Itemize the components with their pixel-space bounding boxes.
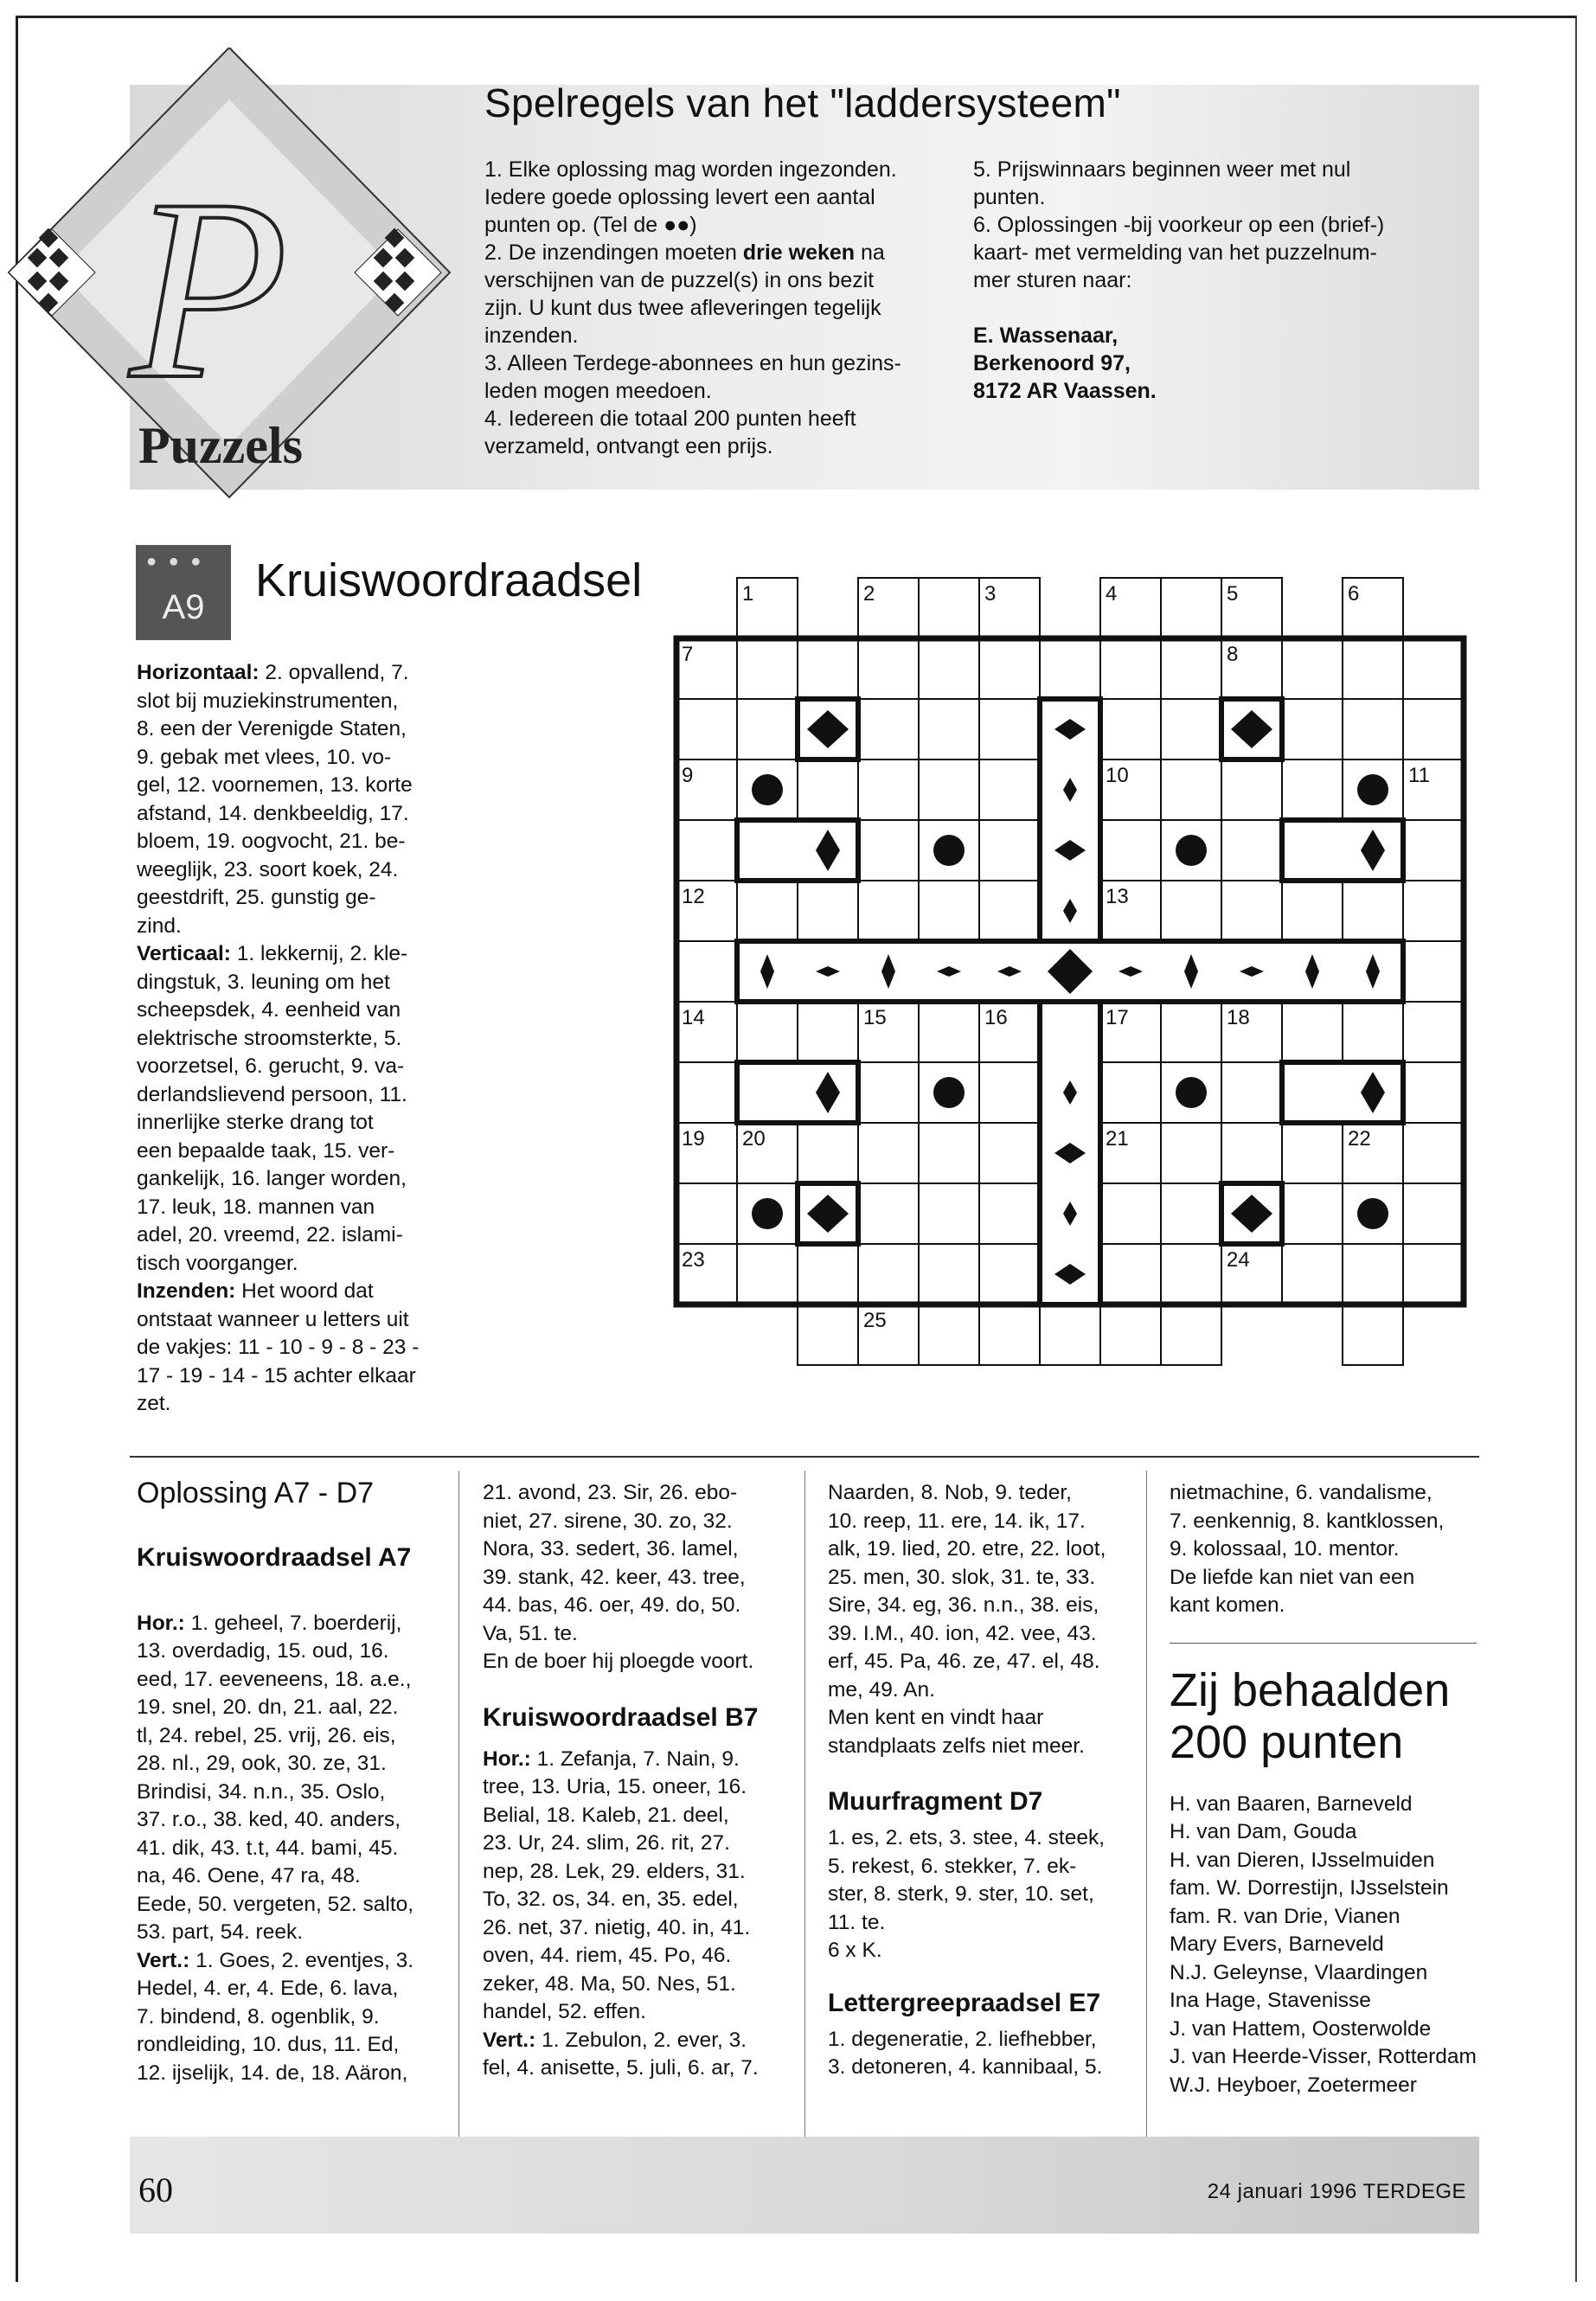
grid-cell[interactable] bbox=[676, 699, 737, 760]
text-line: Inzenden: Het woord dat bbox=[137, 1279, 374, 1303]
dot-icon bbox=[1357, 1198, 1388, 1229]
cell-number: 8 bbox=[1227, 643, 1239, 666]
d7-title: Muurfragment D7 bbox=[828, 1787, 1043, 1816]
text-line: Va, 51. te. bbox=[483, 1621, 578, 1645]
grid-cell[interactable] bbox=[676, 820, 737, 881]
grid-cell[interactable] bbox=[919, 1002, 979, 1062]
grid-cell[interactable] bbox=[1221, 1062, 1282, 1123]
text-line: leden mogen meedoen. bbox=[484, 379, 712, 403]
grid-cell[interactable] bbox=[1221, 820, 1282, 881]
grid-cell[interactable] bbox=[1343, 1244, 1403, 1304]
grid-cell[interactable] bbox=[676, 941, 737, 1002]
cell-number: 13 bbox=[1106, 885, 1129, 908]
text-line: zijn. U kunt dus twee afleveringen tegelijk bbox=[484, 296, 881, 320]
page-number: 60 bbox=[138, 2170, 173, 2209]
logo-word: Puzzels bbox=[138, 417, 303, 474]
issue-date: 24 januari 1996 TERDEGE bbox=[1207, 2180, 1466, 2203]
text-line: 8172 AR Vaassen. bbox=[973, 379, 1157, 403]
text-line: verzameld, ontvangt een prijs. bbox=[484, 434, 773, 458]
grid-cell[interactable] bbox=[798, 760, 858, 820]
text-line: nietmachine, 6. vandalisme, bbox=[1170, 1481, 1433, 1504]
solutions-column-3 bbox=[828, 1479, 1131, 2082]
text-line: tree, 13. Uria, 15. oneer, 16. bbox=[483, 1775, 747, 1798]
text-line: 19. snel, 20. dn, 21. aal, 22. bbox=[137, 1695, 399, 1719]
cell-number: 14 bbox=[682, 1006, 705, 1029]
text-line: Berkenoord 97, bbox=[973, 351, 1131, 375]
grid-cell[interactable] bbox=[1282, 1183, 1343, 1244]
grid-cell[interactable] bbox=[1343, 699, 1403, 760]
text-line: standplaats zelfs niet meer. bbox=[828, 1734, 1085, 1758]
text-line: En de boer hij ploegde voort. bbox=[483, 1650, 754, 1673]
dot-icon bbox=[933, 835, 965, 866]
text-line: 12. ijselijk, 14. de, 18. Aäron, bbox=[137, 2061, 408, 2085]
text-line: 21. avond, 23. Sir, 26. ebo- bbox=[483, 1481, 738, 1504]
text-line: 3. detoneren, 4. kannibaal, 5. bbox=[828, 2055, 1103, 2079]
grid-cell[interactable] bbox=[858, 881, 919, 941]
text-line: na, 46. Oene, 47 ra, 48. bbox=[137, 1864, 361, 1888]
e7-title: Lettergreepraadsel E7 bbox=[828, 1988, 1101, 2017]
grid-cell[interactable] bbox=[1403, 881, 1464, 941]
section-divider bbox=[130, 1456, 1479, 1458]
grid-cell[interactable] bbox=[1161, 881, 1221, 941]
text-line: Nora, 33. sedert, 36. lamel, bbox=[483, 1537, 739, 1561]
winners-title: Zij behaalden 200 punten bbox=[1170, 1663, 1451, 1768]
text-line: punten. bbox=[973, 185, 1046, 209]
dot-icon bbox=[1176, 1077, 1207, 1108]
grid-cell[interactable] bbox=[1403, 941, 1464, 1002]
text-line: 9. gebak met vlees, 10. vo- bbox=[137, 745, 392, 769]
grid-cell[interactable] bbox=[979, 638, 1040, 699]
cell-number: 20 bbox=[742, 1127, 766, 1150]
text-line: handel, 52. effen. bbox=[483, 2000, 646, 2023]
grid-cell[interactable] bbox=[1161, 1304, 1221, 1365]
text-line: niet, 27. sirene, 30. zo, 32. bbox=[483, 1509, 733, 1533]
b7-title: Kruiswoordraadsel B7 bbox=[483, 1702, 759, 1732]
text-line: punten op. (Tel de ●●) bbox=[484, 213, 697, 237]
text-line: 25. men, 30. slok, 31. te, 33. bbox=[828, 1565, 1096, 1589]
grid-cell[interactable] bbox=[1221, 760, 1282, 820]
text-line: dingstuk, 3. leuning om het bbox=[137, 970, 390, 994]
text-line: H. van Dieren, IJsselmuiden bbox=[1170, 1848, 1435, 1872]
cell-number: 15 bbox=[863, 1006, 887, 1029]
grid-cell[interactable] bbox=[1403, 1244, 1464, 1304]
grid-cell[interactable] bbox=[1040, 638, 1100, 699]
column-rule bbox=[804, 1471, 805, 2137]
text-line: 8. een der Verenigde Staten, bbox=[137, 717, 407, 740]
text-line: gel, 12. voornemen, 13. korte bbox=[137, 773, 413, 797]
puzzle-code: A9 bbox=[162, 588, 205, 626]
text-line: Vert.: 1. Goes, 2. eventjes, 3. bbox=[137, 1948, 414, 1972]
grid-cell[interactable] bbox=[1161, 638, 1221, 699]
grid-cell[interactable] bbox=[919, 1304, 979, 1365]
cell-number: 23 bbox=[682, 1248, 705, 1272]
grid-cell[interactable] bbox=[1040, 1304, 1100, 1365]
column-rule bbox=[458, 1471, 459, 2137]
grid-cell[interactable] bbox=[1343, 881, 1403, 941]
grid-cell[interactable] bbox=[858, 699, 919, 760]
grid-cell[interactable] bbox=[1282, 638, 1343, 699]
text-line: Sire, 34. eg, 36. n.n., 38. eis, bbox=[828, 1593, 1099, 1617]
grid-cell[interactable] bbox=[1282, 1244, 1343, 1304]
text-line: verschijnen van de puzzel(s) in ons bezit bbox=[484, 268, 875, 292]
grid-cell[interactable] bbox=[858, 638, 919, 699]
dot-icon bbox=[1357, 774, 1388, 805]
text-line: Belial, 18. Kaleb, 21. deel, bbox=[483, 1803, 729, 1827]
text-line: J. van Heerde-Visser, Rotterdam bbox=[1170, 2045, 1477, 2068]
grid-cell[interactable] bbox=[979, 699, 1040, 760]
text-line: 53. part, 54. reek. bbox=[137, 1920, 304, 1944]
text-line: rondleiding, 10. dus, 11. Ed, bbox=[137, 2033, 400, 2056]
grid-cell[interactable] bbox=[919, 760, 979, 820]
cell-number: 3 bbox=[984, 582, 997, 606]
text-line: kant komen. bbox=[1170, 1593, 1285, 1617]
text-line: scheepsdek, 4. eenheid van bbox=[137, 998, 401, 1022]
text-line: 37. r.o., 38. ked, 40. anders, bbox=[137, 1808, 401, 1831]
text-line: Hor.: 1. geheel, 7. boerderij, bbox=[137, 1611, 402, 1635]
text-line: Verticaal: 1. lekkernij, 2. kle- bbox=[137, 942, 408, 965]
grid-cell[interactable] bbox=[919, 1183, 979, 1244]
grid-cell[interactable] bbox=[858, 1183, 919, 1244]
puzzle-badge bbox=[136, 545, 231, 640]
grid-cell[interactable] bbox=[1161, 760, 1221, 820]
cell-number: 5 bbox=[1227, 582, 1239, 606]
text-line: 41. dik, 43. t.t, 44. bami, 45. bbox=[137, 1836, 399, 1860]
grid-cell[interactable] bbox=[1343, 1002, 1403, 1062]
grid-cell[interactable] bbox=[858, 1062, 919, 1123]
text-line: zet. bbox=[137, 1392, 171, 1415]
grid-cell[interactable] bbox=[1343, 638, 1403, 699]
text-line: me, 49. An. bbox=[828, 1677, 935, 1702]
text-line: Hedel, 4. er, 4. Ede, 6. lava, bbox=[137, 1977, 399, 2000]
text-line: fel, 4. anisette, 5. juli, 6. ar, 7. bbox=[483, 2056, 759, 2080]
text-line: Hor.: 1. Zefanja, 7. Nain, 9. bbox=[483, 1747, 740, 1771]
text-line: derlandslievend persoon, 11. bbox=[137, 1082, 407, 1106]
text-line: gankelijk, 16. langer worden, bbox=[137, 1167, 407, 1190]
text-line: 13. overdadig, 15. oud, 16. bbox=[137, 1639, 389, 1663]
text-line: fam. W. Dorrestijn, IJsselstein bbox=[1170, 1876, 1449, 1900]
puzzle-title: Kruiswoordraadsel bbox=[255, 554, 643, 606]
grid-cell[interactable] bbox=[1282, 760, 1343, 820]
text-line: 17. leuk, 18. mannen van bbox=[137, 1195, 375, 1219]
grid-cell[interactable] bbox=[1403, 1123, 1464, 1183]
text-line: tl, 24. rebel, 25. vrij, 26. eis, bbox=[137, 1723, 396, 1747]
text-line: adel, 20. vreemd, 22. islami- bbox=[137, 1223, 403, 1247]
text-line: 26. net, 37. nietig, 40. in, 41. bbox=[483, 1915, 751, 1939]
grid-cell[interactable] bbox=[798, 881, 858, 941]
cell-number: 17 bbox=[1106, 1006, 1129, 1029]
grid-cell[interactable] bbox=[676, 1062, 737, 1123]
text-line: Brindisi, 34. n.n., 35. Oslo, bbox=[137, 1779, 386, 1804]
rules-left-column bbox=[484, 156, 952, 460]
grid-cell[interactable] bbox=[919, 699, 979, 760]
text-line: inzenden. bbox=[484, 324, 579, 348]
text-line: oven, 44. riem, 45. Po, 46. bbox=[483, 1944, 732, 1967]
grid-cell[interactable] bbox=[1100, 1244, 1161, 1304]
cell-number: 11 bbox=[1408, 764, 1430, 787]
grid-cell[interactable] bbox=[979, 1123, 1040, 1183]
text-line: 39. I.M., 40. ion, 42. vee, 43. bbox=[828, 1621, 1097, 1645]
text-line: 44. bas, 46. oer, 49. do, 50. bbox=[483, 1593, 741, 1617]
dot-icon bbox=[752, 1198, 783, 1229]
text-line: 7. eenkennig, 8. kantklossen, bbox=[1170, 1509, 1445, 1533]
text-line: zeker, 48. Ma, 50. Nes, 51. bbox=[483, 1971, 736, 1996]
cell-number: 9 bbox=[682, 764, 694, 787]
text-line: mer sturen naar: bbox=[973, 268, 1132, 292]
text-line: E. Wassenaar, bbox=[973, 324, 1118, 348]
text-line: kaart- met vermelding van het puzzelnum- bbox=[973, 240, 1377, 265]
difficulty-dots: ● ● ● bbox=[146, 552, 205, 571]
grid-cell[interactable] bbox=[1403, 638, 1464, 699]
cell-number: 21 bbox=[1106, 1127, 1129, 1150]
text-line: Men kent en vindt haar bbox=[828, 1706, 1044, 1729]
grid-cell[interactable] bbox=[1221, 1123, 1282, 1183]
grid-cell[interactable] bbox=[979, 1244, 1040, 1304]
grid-cell[interactable] bbox=[1403, 699, 1464, 760]
text-line: H. van Dam, Gouda bbox=[1170, 1820, 1357, 1843]
text-line: Ina Hage, Stavenisse bbox=[1170, 1989, 1371, 2012]
text-line: 1. Elke oplossing mag worden ingezonden. bbox=[484, 157, 897, 182]
rules-right-column bbox=[973, 156, 1458, 405]
grid-cell[interactable] bbox=[1100, 1062, 1161, 1123]
cell-number: 1 bbox=[742, 582, 754, 606]
dot-icon bbox=[752, 774, 783, 805]
text-line: 1. es, 2. ets, 3. stee, 4. steek, bbox=[828, 1826, 1106, 1849]
text-line: voorzetsel, 6. gerucht, 9. va- bbox=[137, 1054, 405, 1078]
text-line: fam. R. van Drie, Vianen bbox=[1170, 1904, 1401, 1928]
cell-number: 10 bbox=[1106, 764, 1129, 787]
solutions-heading: Oplossing A7 - D7 bbox=[137, 1477, 375, 1509]
text-line: H. van Baaren, Barneveld bbox=[1170, 1791, 1413, 1816]
grid-cell[interactable] bbox=[798, 1123, 858, 1183]
text-line: bloem, 19. oogvocht, 21. be- bbox=[137, 830, 406, 853]
cell-number: 6 bbox=[1348, 582, 1360, 606]
text-line: Iedere goede oplossing levert een aantal bbox=[484, 185, 875, 209]
text-line: Naarden, 8. Nob, 9. teder, bbox=[828, 1481, 1072, 1504]
grid-cell[interactable] bbox=[1282, 699, 1343, 760]
grid-cell[interactable] bbox=[1100, 1183, 1161, 1244]
text-line: 5. Prijswinnaars beginnen weer met nul bbox=[973, 157, 1351, 182]
column-rule bbox=[1146, 1471, 1147, 2137]
text-line: 3. Alleen Terdege-abonnees en hun gezins- bbox=[484, 351, 901, 375]
text-line: 17 - 19 - 14 - 15 achter elkaar bbox=[137, 1363, 416, 1388]
text-line: ster, 8. sterk, 9. ster, 10. set, bbox=[828, 1882, 1094, 1906]
text-line: 5. rekest, 6. stekker, 7. ek- bbox=[828, 1854, 1077, 1878]
grid-cell[interactable] bbox=[919, 881, 979, 941]
text-line: 9. kolossaal, 10. mentor. bbox=[1170, 1537, 1400, 1561]
text-line: afstand, 14. denkbeeldig, 17. bbox=[137, 801, 409, 825]
text-line: 6 x K. bbox=[828, 1939, 882, 1962]
text-line: een bepaalde taak, 15. ver- bbox=[137, 1138, 395, 1163]
text-line: alk, 19. lied, 20. etre, 22. loot, bbox=[828, 1537, 1106, 1561]
solutions-column-4 bbox=[1170, 1479, 1490, 2099]
text-line: innerlijke sterke drang tot bbox=[137, 1111, 374, 1134]
grid-cell[interactable] bbox=[1161, 1244, 1221, 1304]
grid-cell[interactable] bbox=[858, 820, 919, 881]
cell-number: 7 bbox=[682, 643, 694, 666]
grid-cell[interactable] bbox=[1221, 881, 1282, 941]
grid-cell[interactable] bbox=[737, 699, 798, 760]
text-line: 39. stank, 42. keer, 43. tree, bbox=[483, 1565, 746, 1589]
grid-cell[interactable] bbox=[1282, 1002, 1343, 1062]
grid-cell[interactable] bbox=[1161, 1123, 1221, 1183]
text-line: tisch voorganger. bbox=[137, 1251, 298, 1275]
grid-cell[interactable] bbox=[1403, 1002, 1464, 1062]
grid-cell[interactable] bbox=[1343, 1304, 1403, 1365]
cell-number: 12 bbox=[682, 885, 705, 908]
text-line: Vert.: 1. Zebulon, 2. ever, 3. bbox=[483, 2028, 747, 2052]
grid-cell[interactable] bbox=[919, 1244, 979, 1304]
rules-title: Spelregels van het "laddersysteem" bbox=[484, 80, 1121, 125]
grid-cell[interactable] bbox=[1403, 1062, 1464, 1123]
text-line: weeglijk, 23. soort koek, 24. bbox=[137, 857, 399, 881]
text-line: 11. te. bbox=[828, 1910, 886, 1934]
dot-icon bbox=[1176, 835, 1207, 866]
cell-number: 16 bbox=[984, 1006, 1008, 1029]
solutions-column-1 bbox=[137, 1479, 457, 2087]
grid-cell[interactable] bbox=[737, 638, 798, 699]
grid-cell[interactable] bbox=[919, 578, 979, 638]
grid-cell[interactable] bbox=[858, 760, 919, 820]
cell-number: 2 bbox=[863, 582, 875, 606]
text-line: 10. reep, 11. ere, 14. ik, 17. bbox=[828, 1509, 1086, 1533]
cell-number: 24 bbox=[1227, 1248, 1250, 1272]
cell-number: 25 bbox=[863, 1309, 887, 1332]
grid-cell[interactable] bbox=[1403, 820, 1464, 881]
grid-cell[interactable] bbox=[1100, 638, 1161, 699]
solutions-column-2 bbox=[483, 1479, 794, 2083]
text-line: ontstaat wanneer u letters uit bbox=[137, 1307, 409, 1331]
cell-number: 19 bbox=[682, 1127, 705, 1150]
grid-cell[interactable] bbox=[1403, 1183, 1464, 1244]
grid-cell[interactable] bbox=[979, 1183, 1040, 1244]
grid-cell[interactable] bbox=[798, 1304, 858, 1365]
text-line: N.J. Geleynse, Vlaardingen bbox=[1170, 1960, 1428, 1984]
grid-cell[interactable] bbox=[1282, 1123, 1343, 1183]
grid-cell[interactable] bbox=[737, 1244, 798, 1304]
text-line: 4. Iedereen die totaal 200 punten heeft bbox=[484, 407, 856, 431]
text-line: W.J. Heyboer, Zoetermeer bbox=[1170, 2073, 1417, 2097]
text-line: J. van Hattem, Oosterwolde bbox=[1170, 2016, 1432, 2041]
grid-cell[interactable] bbox=[858, 1123, 919, 1183]
grid-cell[interactable] bbox=[979, 1304, 1040, 1365]
text-line: De liefde kan niet van een bbox=[1170, 1565, 1415, 1589]
text-line: zind. bbox=[137, 913, 182, 938]
grid-cell[interactable] bbox=[979, 881, 1040, 941]
grid-cell[interactable] bbox=[1100, 1304, 1161, 1365]
text-line: 6. Oplossingen -bij voorkeur op een (brief-) bbox=[973, 213, 1385, 237]
grid-cell[interactable] bbox=[798, 1002, 858, 1062]
grid-cell[interactable] bbox=[919, 638, 979, 699]
text-line: Horizontaal: 2. opvallend, 7. bbox=[137, 661, 409, 684]
text-line: elektrische stroomsterkte, 5. bbox=[137, 1026, 402, 1050]
grid-cell[interactable] bbox=[676, 1183, 737, 1244]
logo-letter: P bbox=[130, 145, 289, 433]
grid-cell[interactable] bbox=[858, 1244, 919, 1304]
a7-title: Kruiswoordraadsel A7 bbox=[137, 1542, 412, 1572]
crossword-grid bbox=[666, 569, 1531, 1382]
text-line: geestdrift, 25. gunstig ge- bbox=[137, 886, 376, 909]
cell-number: 22 bbox=[1348, 1127, 1371, 1150]
grid-cell[interactable] bbox=[737, 1002, 798, 1062]
grid-cell[interactable] bbox=[1161, 1183, 1221, 1244]
cell-number: 4 bbox=[1106, 582, 1118, 606]
grid-cell[interactable] bbox=[979, 760, 1040, 820]
text-line: nep, 28. Lek, 29. elders, 31. bbox=[483, 1859, 746, 1883]
text-line: To, 32. os, 34. en, 35. edel, bbox=[483, 1888, 739, 1911]
grid-cell[interactable] bbox=[979, 820, 1040, 881]
cell-number: 18 bbox=[1227, 1006, 1250, 1029]
grid-cell[interactable] bbox=[1100, 820, 1161, 881]
text-line: erf, 45. Pa, 46. ze, 47. el, 48. bbox=[828, 1650, 1100, 1673]
grid-cell[interactable] bbox=[798, 1244, 858, 1304]
text-line: Mary Evers, Barneveld bbox=[1170, 1932, 1384, 1956]
grid-cell[interactable] bbox=[1282, 881, 1343, 941]
dot-icon bbox=[933, 1077, 965, 1108]
text-line: 28. nl., 29, ook, 30. ze, 31. bbox=[137, 1752, 387, 1775]
grid-cell[interactable] bbox=[1100, 699, 1161, 760]
text-line: 7. bindend, 8. ogenblik, 9. bbox=[137, 2004, 380, 2029]
text-line: eed, 17. eeveneens, 18. a.e., bbox=[137, 1667, 412, 1691]
text-line: slot bij muziekinstrumenten, bbox=[137, 689, 399, 713]
text-line: 1. degeneratie, 2. liefhebber, bbox=[828, 2027, 1097, 2051]
grid-cell[interactable] bbox=[737, 881, 798, 941]
text-line: de vakjes: 11 - 10 - 9 - 8 - 23 - bbox=[137, 1336, 420, 1359]
text-line: 2. De inzendingen moeten drie weken na bbox=[484, 240, 885, 265]
grid-cell[interactable] bbox=[1161, 1002, 1221, 1062]
grid-cell[interactable] bbox=[1161, 699, 1221, 760]
grid-cell[interactable] bbox=[979, 1062, 1040, 1123]
puzzels-logo bbox=[0, 48, 484, 515]
clues-text bbox=[137, 659, 458, 1419]
grid-cell[interactable] bbox=[798, 638, 858, 699]
text-line: 23. Ur, 24. slim, 26. rit, 27. bbox=[483, 1831, 730, 1855]
text-line: Eede, 50. vergeten, 52. salto, bbox=[137, 1892, 414, 1916]
grid-cell[interactable] bbox=[919, 1123, 979, 1183]
grid-cell[interactable] bbox=[1161, 578, 1221, 638]
